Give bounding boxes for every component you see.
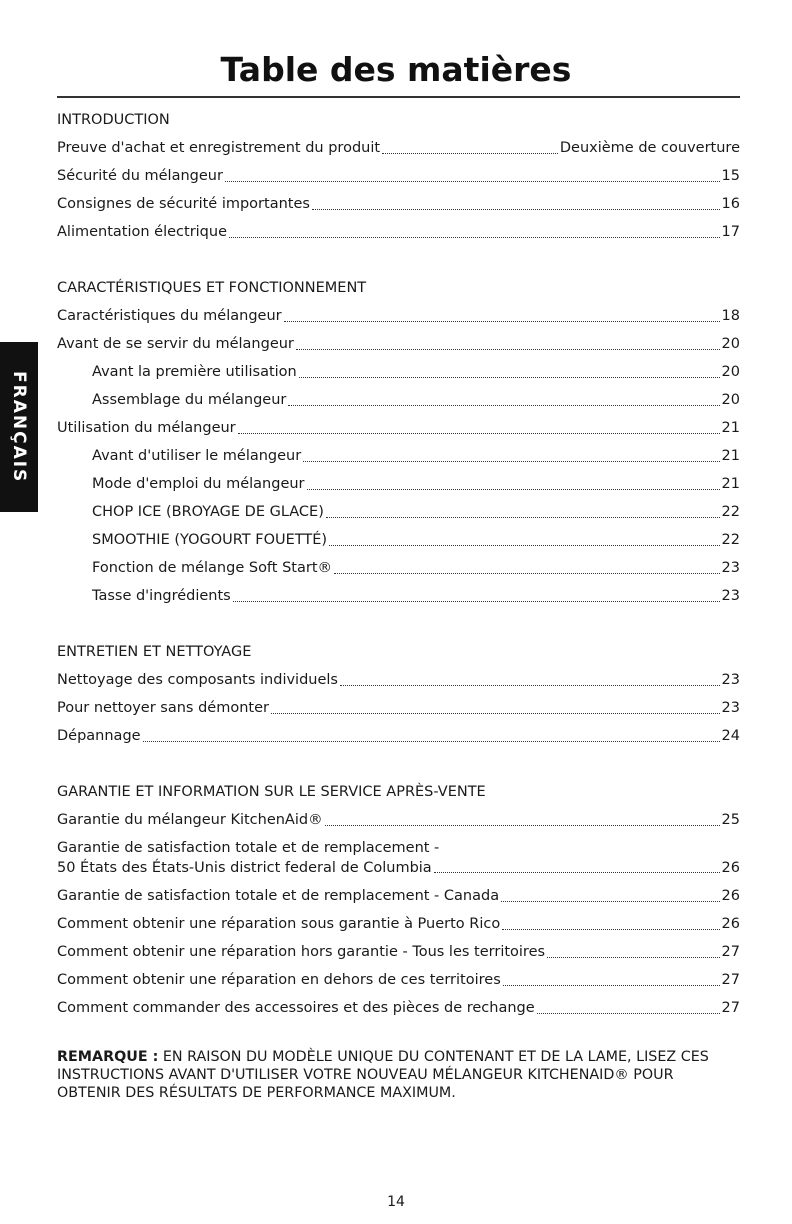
toc-entry [57, 414, 740, 442]
toc-entry-page: 16 [721, 196, 740, 212]
section-heading: INTRODUCTION [57, 112, 170, 128]
toc-entry-label: Comment obtenir une réparation hors garantie - Tous les territoires [57, 944, 546, 960]
toc-entry-label: Pour nettoyer sans démonter [57, 700, 269, 716]
dot-leader [284, 320, 720, 322]
toc-subentry [57, 554, 740, 582]
toc-entry-label: Garantie du mélangeur KitchenAid® [57, 812, 323, 828]
dot-leader [229, 236, 720, 238]
toc-entry-label: Dépannage [57, 728, 141, 744]
toc-subentry [57, 582, 740, 610]
language-tab [0, 342, 38, 512]
toc-entry-page: 20 [721, 336, 740, 352]
toc-entry-page: 27 [721, 944, 740, 960]
toc-entry-page: Deuxième de couverture [559, 140, 740, 156]
toc-entry [57, 806, 740, 834]
toc-subentry [57, 498, 740, 526]
toc-entry-page: 23 [721, 672, 740, 688]
dot-leader [233, 600, 720, 602]
title-rule [57, 96, 740, 98]
dot-leader [329, 544, 720, 546]
dot-leader [296, 348, 720, 350]
toc-entry-label: Comment obtenir une réparation sous garantie à Puerto Rico [57, 916, 501, 932]
toc-entry-label: Mode d'emploi du mélangeur [92, 476, 305, 492]
dot-leader [434, 872, 720, 873]
toc-entry-line [57, 858, 740, 878]
toc-entry-label: SMOOTHIE (YOGOURT FOUETTÉ) [92, 532, 328, 548]
page-number: 14 [387, 1194, 405, 1210]
dot-leader [312, 208, 720, 210]
toc-entry-label: Avant d'utiliser le mélangeur [92, 448, 302, 464]
toc-subentry [57, 386, 740, 414]
toc-entry-label: Comment obtenir une réparation en dehors de ces territoires [57, 972, 501, 988]
toc-entry-page: 25 [721, 812, 740, 828]
toc-entry [57, 302, 740, 330]
toc-entry-label: Comment commander des accessoires et des pièces de rechange [57, 1000, 535, 1016]
toc-entry-page: 24 [721, 728, 740, 744]
dot-leader [547, 956, 719, 958]
toc-entry [57, 834, 740, 882]
dot-leader [303, 460, 719, 462]
toc-entry [57, 938, 740, 966]
toc-entry-page: 21 [721, 448, 740, 464]
dot-leader [325, 824, 720, 826]
table-of-contents [57, 106, 740, 1022]
dot-leader [225, 180, 720, 182]
section-spacer [57, 750, 740, 778]
toc-entry-label: Fonction de mélange Soft Start® [92, 560, 333, 576]
toc-entry-label: Sécurité du mélangeur [57, 168, 223, 184]
toc-entry-page: 21 [721, 476, 740, 492]
dot-leader [143, 740, 720, 742]
toc-entry-page: 22 [721, 532, 740, 548]
toc-entry [57, 722, 740, 750]
toc-entry-page: 20 [721, 364, 740, 380]
dot-leader [502, 928, 719, 930]
toc-entry-page: 27 [721, 1000, 740, 1016]
toc-entry-label: Garantie de satisfaction totale et de remplacement - Canada [57, 888, 500, 904]
toc-entry [57, 218, 740, 246]
section-spacer [57, 610, 740, 638]
toc-entry-page: 21 [721, 420, 740, 436]
toc-entry-page: 15 [721, 168, 740, 184]
toc-entry [57, 666, 740, 694]
dot-leader [307, 488, 720, 490]
dot-leader [238, 432, 720, 434]
remark-text: EN RAISON DU MODÈLE UNIQUE DU CONTENANT ET DE LA LAME, LISEZ CES INSTRUCTIONS AVANT D'UTILISER VOTRE NOUVEAU MÉLANGEUR KITCHENAID® POUR OBTENIR DES RÉSULTATS DE PERFORMANCE MAXIMUM. [57, 1049, 709, 1101]
remark-note [57, 1048, 740, 1102]
toc-entry-label: CHOP ICE (BROYAGE DE GLACE) [92, 504, 324, 520]
toc-entry-page: 23 [721, 588, 740, 604]
toc-entry [57, 882, 740, 910]
toc-entry-label: Tasse d'ingrédients [92, 588, 231, 604]
dot-leader [288, 404, 719, 406]
toc-entry-label: Avant de se servir du mélangeur [57, 336, 294, 352]
toc-subentry [57, 470, 740, 498]
toc-entry-page: 23 [721, 700, 740, 716]
toc-entry-label: Alimentation électrique [57, 224, 227, 240]
toc-entry [57, 162, 740, 190]
language-tab-label: FRANÇAIS [9, 370, 29, 484]
dot-leader [334, 572, 720, 574]
toc-entry-label: Preuve d'achat et enregistrement du produit [57, 140, 381, 156]
toc-entry [57, 694, 740, 722]
dot-leader [537, 1012, 720, 1014]
section-heading: ENTRETIEN ET NETTOYAGE [57, 644, 252, 660]
toc-entry [57, 910, 740, 938]
toc-entry-page: 22 [721, 504, 740, 520]
toc-entry [57, 966, 740, 994]
toc-entry-page: 20 [721, 392, 740, 408]
dot-leader [299, 376, 720, 378]
toc-entry [57, 190, 740, 218]
dot-leader [326, 516, 720, 518]
dot-leader [382, 152, 558, 154]
toc-entry-label: Caractéristiques du mélangeur [57, 308, 282, 324]
dot-leader [501, 900, 719, 902]
section-heading: CARACTÉRISTIQUES ET FONCTIONNEMENT [57, 280, 367, 296]
dot-leader [503, 984, 720, 986]
page-title: Table des matières [220, 50, 572, 89]
toc-subentry [57, 358, 740, 386]
toc-entry-label: Avant la première utilisation [92, 364, 297, 380]
toc-entry-page: 18 [721, 308, 740, 324]
section-heading: GARANTIE ET INFORMATION SUR LE SERVICE APRÈS-VENTE [57, 784, 486, 800]
toc-entry-label: Utilisation du mélangeur [57, 420, 236, 436]
dot-leader [271, 712, 720, 714]
toc-entry [57, 134, 740, 162]
toc-entry-label: Nettoyage des composants individuels [57, 672, 338, 688]
toc-subentry [57, 526, 740, 554]
toc-subentry [57, 442, 740, 470]
toc-entry-label: Consignes de sécurité importantes [57, 196, 310, 212]
toc-entry-page: 23 [721, 560, 740, 576]
toc-entry [57, 994, 740, 1022]
toc-entry-page: 26 [721, 888, 740, 904]
toc-entry-label: Assemblage du mélangeur [92, 392, 287, 408]
toc-entry-page: 26 [721, 916, 740, 932]
dot-leader [340, 684, 720, 686]
toc-entry-label-continued: 50 États des États-Unis district federal de Columbia [57, 860, 432, 876]
toc-entry [57, 330, 740, 358]
toc-entry-page: 27 [721, 972, 740, 988]
section-spacer [57, 246, 740, 274]
toc-entry-page: 26 [721, 860, 740, 876]
toc-entry-page: 17 [721, 224, 740, 240]
remark-label: REMARQUE : [57, 1049, 159, 1065]
toc-entry-label: Garantie de satisfaction totale et de remplacement - [57, 840, 440, 856]
